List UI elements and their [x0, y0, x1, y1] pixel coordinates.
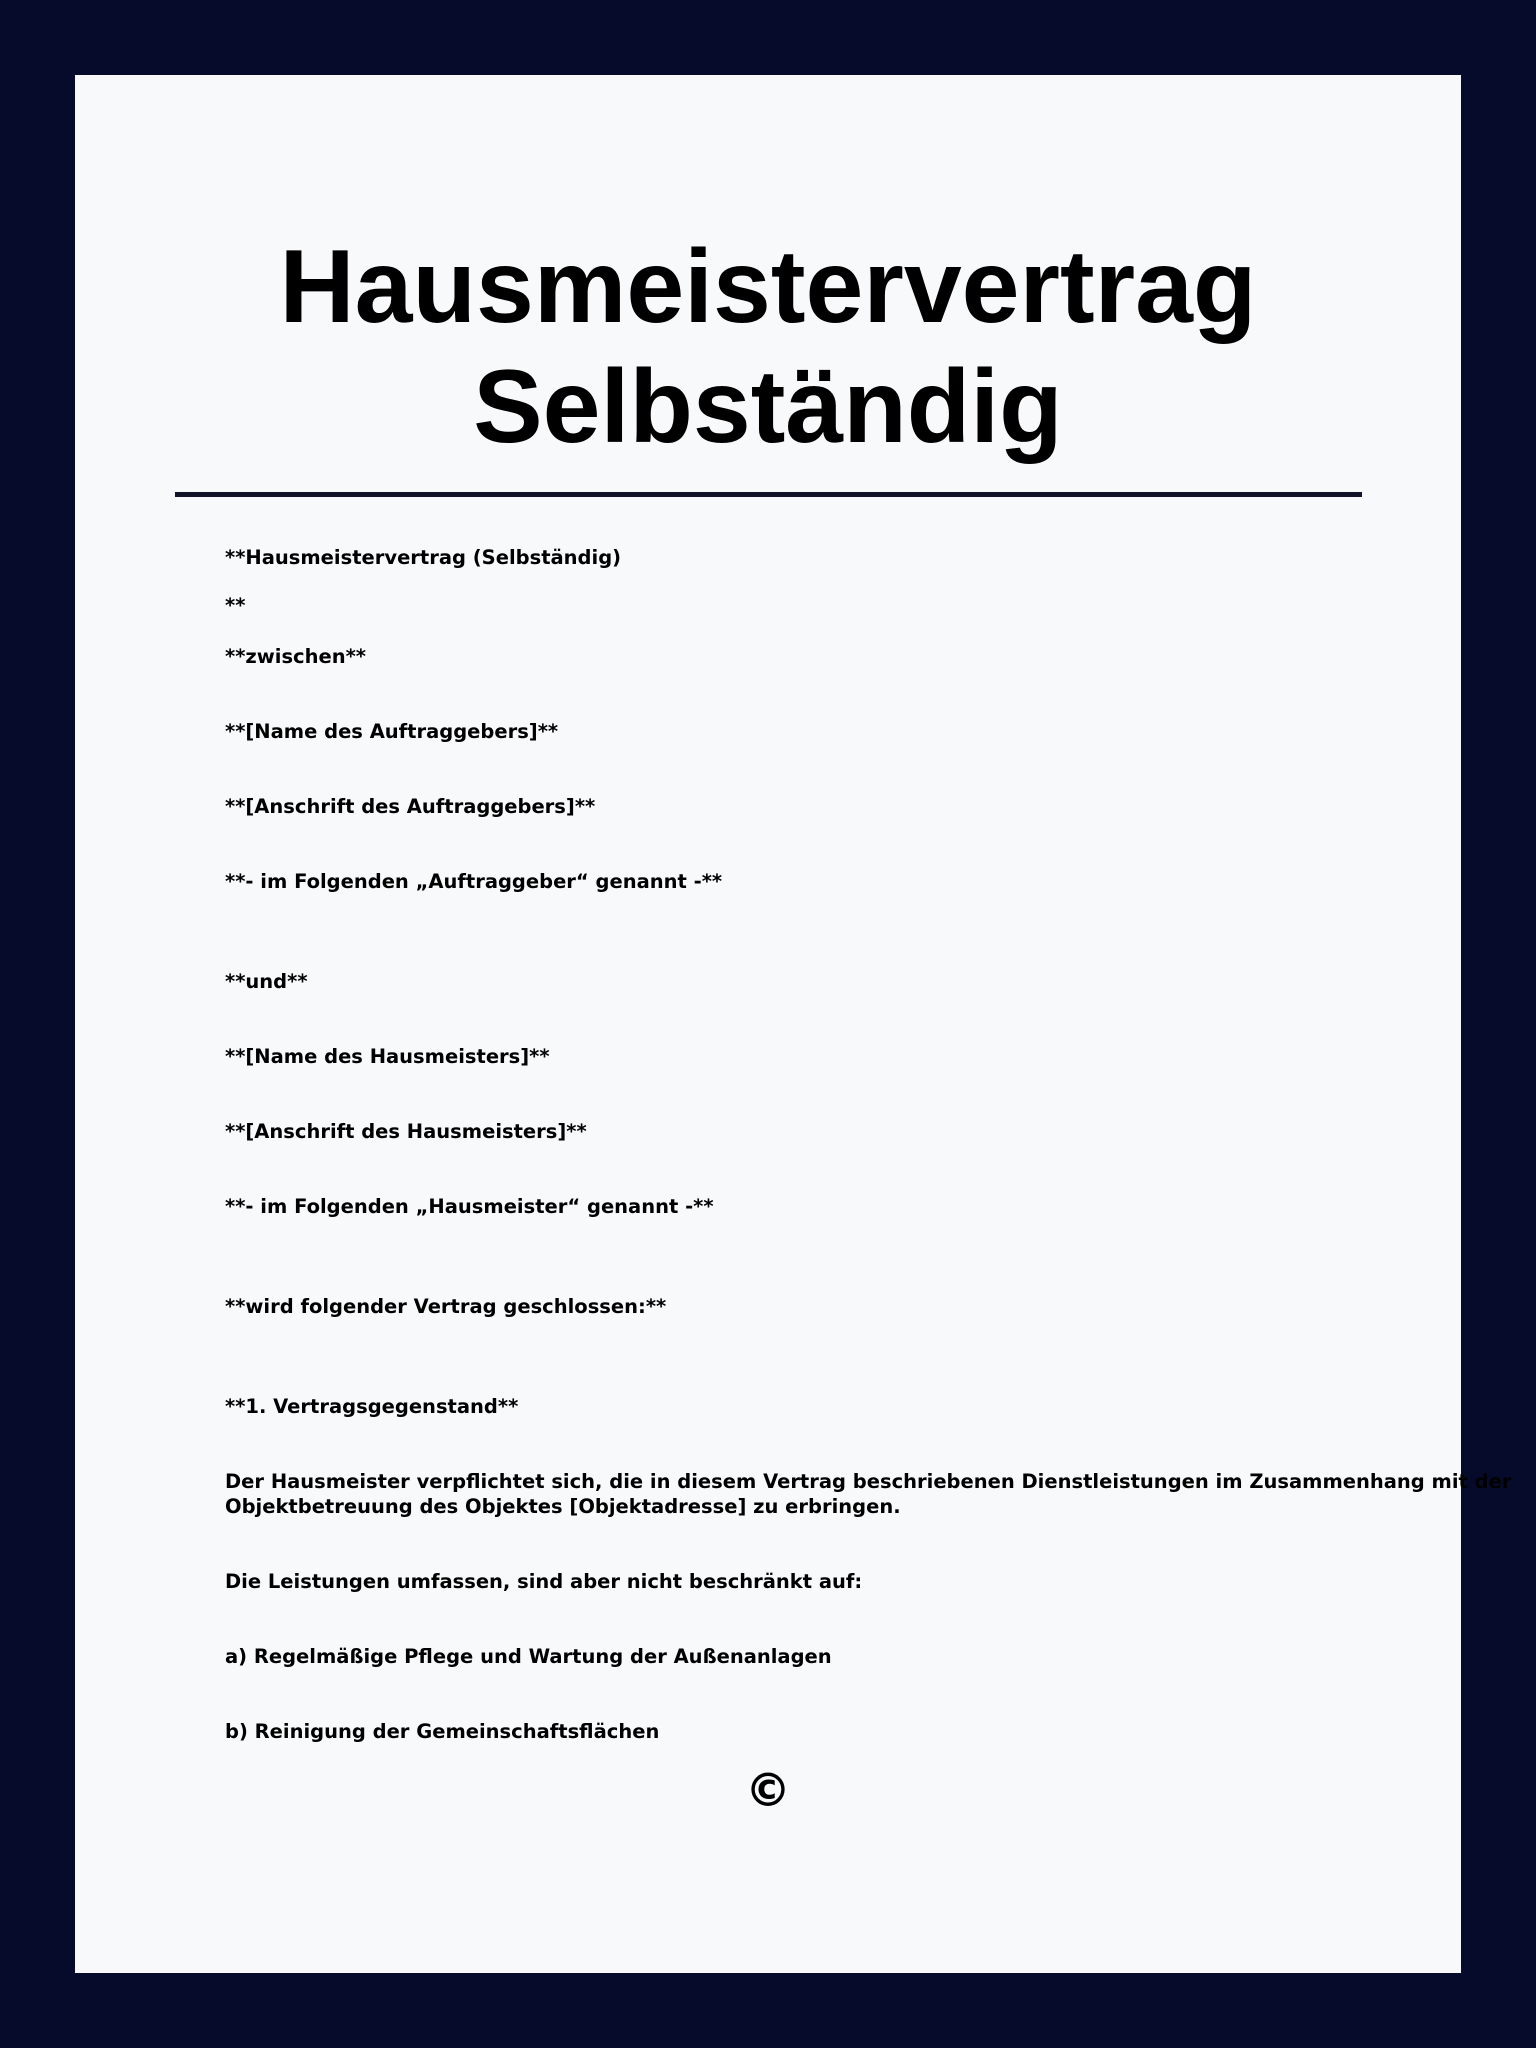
title-line-1: Hausmeistervertrag [279, 229, 1257, 345]
client-name-placeholder: **[Name des Auftraggebers]** [225, 720, 559, 743]
document-title [75, 227, 1461, 467]
caretaker-name-placeholder: **[Name des Hausmeisters]** [225, 1045, 550, 1068]
document-page [75, 75, 1512, 1973]
title-line-2: Selbständig [473, 349, 1063, 465]
service-item-a: a) Regelmäßige Pflege und Wartung der Außenanlagen [225, 1645, 832, 1668]
title-divider [175, 492, 1362, 497]
contract-concluded-line: **wird folgender Vertrag geschlossen:** [225, 1295, 667, 1318]
client-designation: **- im Folgenden „Auftraggeber“ genannt -** [225, 870, 723, 893]
section-1-heading: **1. Vertragsgegenstand** [225, 1395, 519, 1418]
heading-marker: ** [225, 594, 246, 617]
between-label: **zwischen** [225, 645, 366, 668]
client-address-placeholder: **[Anschrift des Auftraggebers]** [225, 795, 596, 818]
and-label: **und** [225, 970, 308, 993]
caretaker-address-placeholder: **[Anschrift des Hausmeisters]** [225, 1120, 587, 1143]
section-1-paragraph-line-1: Der Hausmeister verpflichtet sich, die in diesem Vertrag beschriebenen Dienstleistungen im Zusammenhang mit der [225, 1470, 1512, 1493]
contract-heading: **Hausmeistervertrag (Selbständig) [225, 546, 622, 569]
services-intro: Die Leistungen umfassen, sind aber nicht beschränkt auf: [225, 1570, 863, 1593]
copyright-symbol: © [745, 1763, 791, 1817]
section-1-paragraph-line-2: Objektbetreuung des Objektes [Objektadresse] zu erbringen. [225, 1495, 901, 1518]
service-item-b: b) Reinigung der Gemeinschaftsflächen [225, 1720, 660, 1743]
caretaker-designation: **- im Folgenden „Hausmeister“ genannt -** [225, 1195, 714, 1218]
